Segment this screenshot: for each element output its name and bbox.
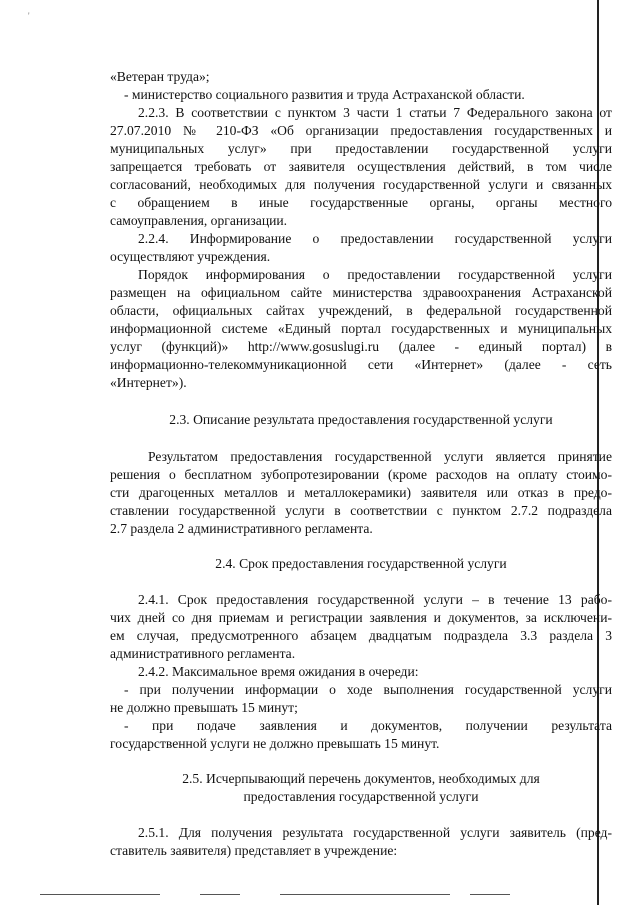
text-line: информационной системе «Единый портал государственных и муниципальных [110,321,612,336]
scan-speck: ' [28,11,30,21]
text-line: ем случая, предусмотренного абзацем двадцатым подраздела 3.3 раздела 3 [110,628,612,643]
text-line: государственной услуги не должно превышать 15 минут. [110,736,440,751]
paragraph-start: 2.4.1. Срок предоставления государственной услуги – в течение 13 рабо- [138,592,612,607]
paragraph-start: Порядок информирования о предоставлении государственной услуги [138,267,612,282]
text-line: осуществляют учреждения. [110,249,271,264]
text-line: чих дней со дня приемам и регистрации заявления и документов, за исключени- [110,610,612,625]
scan-artifact [470,894,510,895]
text-line: самоуправления, организации. [110,213,288,228]
paragraph-start: 2.2.4. Информирование о предоставлении государственной услуги [138,231,612,246]
text-line: информационно-телекоммуникационной сети «Интернет» (далее - сеть [110,357,612,372]
section-heading: 2.5. Исчерпывающий перечень документов, необходимых для [182,771,540,786]
text-line: муниципальных услуг» при предоставлении государственной услуги [110,141,612,156]
text-line: решения о бесплатном зубопротезировании (кроме расходов на оплату стоимо- [110,467,612,482]
text-line: услуг (функций)» http://www.gosuslugi.ru (далее - единый портал) в [110,339,612,354]
text-line: согласований, необходимых для получения государственной услуги и связанных [110,177,612,192]
text-line: области, официальных сайтах учреждений, в федеральной государственной [110,303,612,318]
paragraph-start: 2.2.3. В соответствии с пунктом 3 части 1 статьи 7 Федерального закона от [138,105,612,120]
paragraph-start: 2.4.2. Максимальное время ожидания в очереди: [138,664,419,679]
section-heading: 2.3. Описание результата предоставления государственной услуги [169,412,553,427]
scan-artifact [200,894,240,895]
text-line: административного регламента. [110,646,296,661]
text-line: сти драгоценных металлов и металлокерамики) заявителя или отказ в предо- [110,485,612,500]
list-item: - при подаче заявления и документов, получении результата [124,718,612,733]
text-line: ставитель заявителя) представляет в учреждение: [110,843,398,858]
text-line: с обращением в иные государственные органы, органы местного [110,195,612,210]
text-line: ставлении государственной услуги в соответствии с пунктом 2.7.2 подраздела [110,503,612,518]
text-line: 27.07.2010 № 210-ФЗ «Об организации предоставления государственных и [110,123,612,138]
text-line: «Ветеран труда»; [110,69,210,84]
text-line: не должно превышать 15 минут; [110,700,298,715]
paragraph-start: Результатом предоставления государственной услуги является принятие [148,449,612,464]
paragraph-start: 2.5.1. Для получения результата государственной услуги заявитель (пред- [138,825,612,840]
section-heading-cont: предоставления государственной услуги [243,789,479,804]
scan-artifact [280,894,450,895]
text-line: 2.7 раздела 2 административного регламента. [110,521,373,536]
text-line: «Интернет»). [110,375,187,390]
section-heading: 2.4. Срок предоставления государственной услуги [215,556,507,571]
text-line: размещен на официальном сайте министерства здравоохранения Астраханской [110,285,612,300]
list-item: - при получении информации о ходе выполнения государственной услуги [124,682,612,697]
scan-artifact [40,894,160,895]
text-line: запрещается требовать от заявителя осуществления действий, в том числе [110,159,612,174]
text-line: - министерство социального развития и труда Астраханской области. [124,87,525,102]
